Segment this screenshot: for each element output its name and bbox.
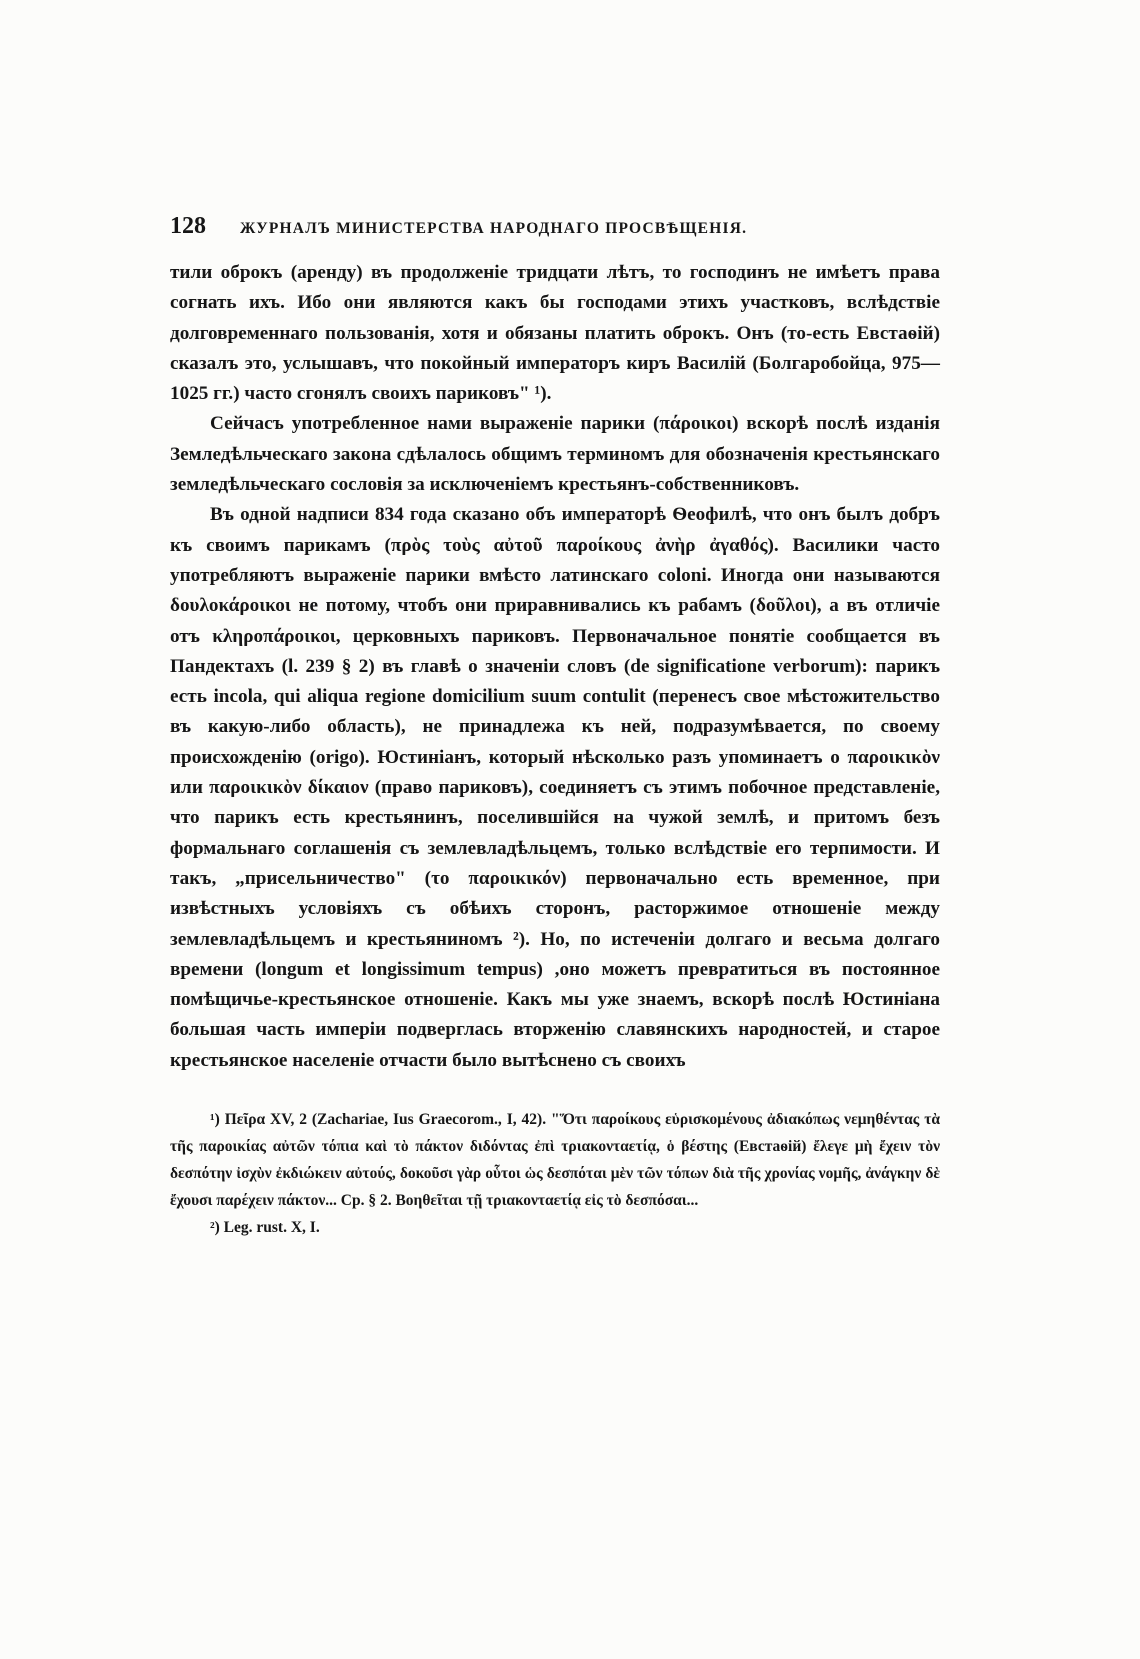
running-title: ЖУРНАЛЪ МИНИСТЕРСТВА НАРОДНАГО ПРОСВѢЩЕНІЯ. — [240, 220, 748, 237]
footnotes — [170, 1088, 940, 1241]
footnote: ²) Leg. rust. X, I. — [210, 1219, 320, 1237]
paragraph: тили оброкъ (аренду) въ продолженіе тридцати лѣтъ, то господинъ не имѣетъ права согнать ихъ. Ибо они являются какъ бы господами этихъ участковъ, вслѣдствіе долговременнаго пользованія, хотя и обязаны платить оброкъ. Онъ (то-есть Евстаѳій) сказалъ это, услышавъ, что покойный императоръ киръ Василій (Болгаробойца, 975—1025 гг.) часто сгонялъ своихъ париковъ" ¹). — [170, 262, 940, 405]
body-text — [170, 258, 940, 1076]
page-header — [170, 213, 940, 240]
page-number: 128 — [170, 213, 206, 239]
paragraph: Въ одной надписи 834 года сказано объ императорѣ Ѳеофилѣ, что онъ былъ добръ къ своимъ парикамъ (πρὸς τοὺς αὐτοῦ παροίκους ἀνὴρ ἀγαθός). Василики часто употребляютъ выраженіе парики вмѣсто латинскаго coloni. Иногда они называются δουλοκάροικοι не потому, чтобъ они приравнивались къ рабамъ (δοῦλοι), а въ отличіе отъ κληροπάροικοι, церковныхъ париковъ. Первоначальное понятіе сообщается въ Пандектахъ (l. 239 § 2) въ главѣ о значеніи словъ (de significatione verborum): парикъ есть incola, qui aliqua regione domicilium suum contulit (перенесъ свое мѣстожительство въ какую-либо область), не принадлежа къ ней, подразумѣвается, по своему происхожденію (origo). Юстиніанъ, который нѣсколько разъ упоминаетъ о παροικικὸν или παροικικὸν δίκαιον (право париковъ), соединяетъ съ этимъ побочное представленіе, что парикъ есть крестьянинъ, поселившійся на чужой землѣ, и притомъ безъ формальнаго соглашенія съ землевладѣльцемъ, только вслѣдствіе его терпимости. И такъ, „присельничество" (το παροικικόν) первоначально есть временное, при извѣстныхъ условіяхъ съ обѣихъ сторонъ, расторжимое отношеніе между землевладѣльцемъ и крестьяниномъ ²). Но, по истеченіи долгаго и весьма долгаго времени (longum et longissimum tempus) ,оно можетъ превратиться въ постоянное помѣщичье-крестьянское отношеніе. Какъ мы уже знаемъ, вскорѣ послѣ Юстиніана большая часть имперіи подверглась вторженію славянскихъ народностей, и старое крестьянское населеніе отчасти было вытѣснено съ своихъ — [170, 504, 940, 1071]
footnote: ¹) Πεῖρα XV, 2 (Zachariae, Ius Graecorom., I, 42). "Ὅτι παροίκους εὑρισκομένους ἀδιακόπως νεμηθέντας τὰ τῆς παροικίας αὐτῶν τόπια καὶ τὸ πάκτον διδόντας ἐπὶ τριακονταετίᾳ, ὁ βέστης (Евстаѳій) ἔλεγε μὴ ἔχειν τὸν δεσπότην ἰσχὺν ἐκδιώκειν αὐτούς, δοκοῦσι γὰρ οὗτοι ὡς δεσπόται μὲν τῶν τόπων διὰ τῆς χρονίας νομῆς, ἀνάγκην δὲ ἔχουσι παρέχειν πάκτον... Cp. § 2. Βοηθεῖται τῇ τριακονταετίᾳ εἰς τὸ δεσπόσαι... — [170, 1111, 940, 1210]
paragraph: Сейчасъ употребленное нами выраженіе парики (πάροικοι) вскорѣ послѣ изданія Земледѣльческаго закона сдѣлалось общимъ терминомъ для обозначенія крестьянскаго земледѣльческаго сословія за исключеніемъ крестьянъ-собственниковъ. — [170, 413, 940, 496]
